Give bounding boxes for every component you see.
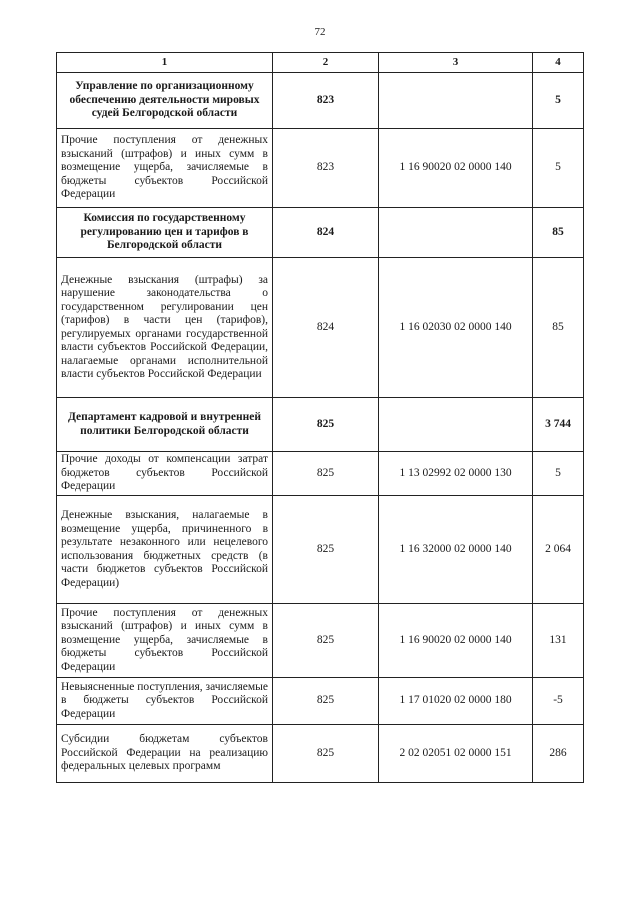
row-sum: 5: [533, 452, 584, 496]
row-admin-code: 824: [273, 208, 379, 258]
row-revenue-code: 1 16 32000 02 0000 140: [379, 496, 533, 604]
column-header-revenue-code: 3: [379, 53, 533, 73]
row-sum: 85: [533, 258, 584, 398]
row-name: Прочие доходы от компенсации затрат бюджетов субъектов Российской Федерации: [57, 452, 273, 496]
budget-revenue-table: [56, 52, 584, 783]
row-name: Субсидии бюджетам субъектов Российской Федерации на реализацию федеральных целевых программ: [57, 725, 273, 783]
table-row: [57, 678, 584, 725]
table-row-group: [57, 398, 584, 452]
row-admin-code: 825: [273, 398, 379, 452]
row-sum: -5: [533, 678, 584, 725]
table-row: [57, 604, 584, 678]
row-name: Управление по организационному обеспечению деятельности мировых судей Белгородской области: [57, 73, 273, 129]
row-admin-code: 823: [273, 73, 379, 129]
row-revenue-code: 1 17 01020 02 0000 180: [379, 678, 533, 725]
row-admin-code: 825: [273, 452, 379, 496]
table-row: [57, 258, 584, 398]
column-header-admin-code: 2: [273, 53, 379, 73]
row-name: Комиссия по государственному регулированию цен и тарифов в Белгородской области: [57, 208, 273, 258]
row-revenue-code: 2 02 02051 02 0000 151: [379, 725, 533, 783]
row-name: Денежные взыскания (штрафы) за нарушение законодательства о государственном регулировании цен (тарифов) в части цен (тарифов), регулируемых органами государственной власти субъектов Российской Федерации, налагаемые органами исполнительной власти субъектов Российской Федерации: [57, 258, 273, 398]
row-revenue-code: [379, 73, 533, 129]
row-sum: 286: [533, 725, 584, 783]
row-admin-code: 825: [273, 678, 379, 725]
row-admin-code: 825: [273, 496, 379, 604]
table-row: [57, 496, 584, 604]
row-sum: 2 064: [533, 496, 584, 604]
row-revenue-code: 1 16 02030 02 0000 140: [379, 258, 533, 398]
table-row: [57, 129, 584, 208]
row-admin-code: 823: [273, 129, 379, 208]
row-sum: 3 744: [533, 398, 584, 452]
row-admin-code: 825: [273, 725, 379, 783]
row-name: Прочие поступления от денежных взысканий (штрафов) и иных сумм в возмещение ущерба, зачисляемые в бюджеты субъектов Российской Федерации: [57, 129, 273, 208]
table-row-group: [57, 73, 584, 129]
row-sum: 85: [533, 208, 584, 258]
row-sum: 131: [533, 604, 584, 678]
row-revenue-code: [379, 208, 533, 258]
row-admin-code: 824: [273, 258, 379, 398]
row-sum: 5: [533, 73, 584, 129]
column-header-name: 1: [57, 53, 273, 73]
table-row: [57, 725, 584, 783]
table-body: [57, 73, 584, 783]
table-row-group: [57, 208, 584, 258]
row-revenue-code: 1 16 90020 02 0000 140: [379, 129, 533, 208]
page-number: 72: [314, 26, 326, 38]
row-name: Прочие поступления от денежных взысканий (штрафов) и иных сумм в возмещение ущерба, зачисляемые в бюджеты субъектов Российской Федерации: [57, 604, 273, 678]
header-row: [57, 53, 584, 73]
row-name: Департамент кадровой и внутренней политики Белгородской области: [57, 398, 273, 452]
table-row: [57, 452, 584, 496]
table-header: [57, 53, 584, 73]
row-revenue-code: 1 13 02992 02 0000 130: [379, 452, 533, 496]
row-sum: 5: [533, 129, 584, 208]
row-revenue-code: [379, 398, 533, 452]
row-name: Невыясненные поступления, зачисляемые в бюджеты субъектов Российской Федерации: [57, 678, 273, 725]
row-admin-code: 825: [273, 604, 379, 678]
row-revenue-code: 1 16 90020 02 0000 140: [379, 604, 533, 678]
row-name: Денежные взыскания, налагаемые в возмещение ущерба, причиненного в результате незаконного или нецелевого использования бюджетных средств (в части бюджетов субъектов Российской Федерации): [57, 496, 273, 604]
column-header-sum: 4: [533, 53, 584, 73]
